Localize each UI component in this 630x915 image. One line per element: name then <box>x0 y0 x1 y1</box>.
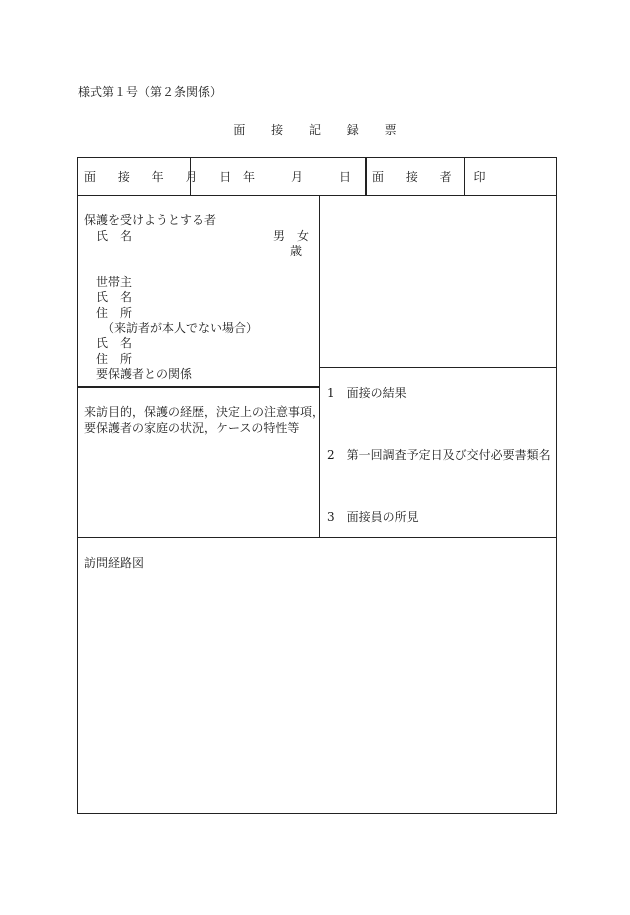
document-title: 面 接 記 録 票 <box>233 123 408 137</box>
month-label: 月 <box>291 170 304 184</box>
visitor-note: （来訪者が本人でない場合） <box>102 321 259 335</box>
day-label: 日 <box>339 170 352 184</box>
interview-date-label: 面 接 年 月 日 <box>84 170 241 184</box>
visit-route-map-label: 訪問経路図 <box>84 556 145 570</box>
applicant-name-label: 氏 名 <box>96 229 133 243</box>
form-number: 様式第１号（第２条関係） <box>78 85 223 99</box>
result-item-3: 3 面接員の所見 <box>327 510 419 524</box>
age-label: 歳 <box>290 244 303 258</box>
result-item-1: 1 面接の結果 <box>327 386 407 400</box>
household-name-label: 氏 名 <box>96 290 133 304</box>
applicant-heading: 保護を受けようとする者 <box>84 213 217 227</box>
year-label: 年 <box>243 170 256 184</box>
relationship-label: 要保護者との関係 <box>96 367 193 381</box>
household-address-label: 住 所 <box>96 306 133 320</box>
route-section-top-line <box>77 537 557 538</box>
purpose-text-line-2: 要保護者の家庭の状況，ケースの特性等 <box>84 421 300 435</box>
visitor-address-label: 住 所 <box>96 352 133 366</box>
interviewer-seal-label: 面 接 者 印 <box>372 170 495 184</box>
purpose-text-line-1: 来訪目的，保護の経歴，決定上の注意事項， <box>84 405 325 419</box>
interview-record-form <box>77 157 557 814</box>
result-item-2: 2 第一回調査予定日及び交付必要書類名 <box>327 448 551 462</box>
results-section-top-line <box>319 367 557 368</box>
applicant-section-bottom-line <box>77 386 320 388</box>
visitor-name-label: 氏 名 <box>96 336 133 350</box>
household-head-label: 世帯主 <box>96 275 133 289</box>
date-value-divider <box>365 157 367 195</box>
sex-options: 男 女 <box>273 229 310 243</box>
header-row-bottom-line <box>77 195 557 196</box>
